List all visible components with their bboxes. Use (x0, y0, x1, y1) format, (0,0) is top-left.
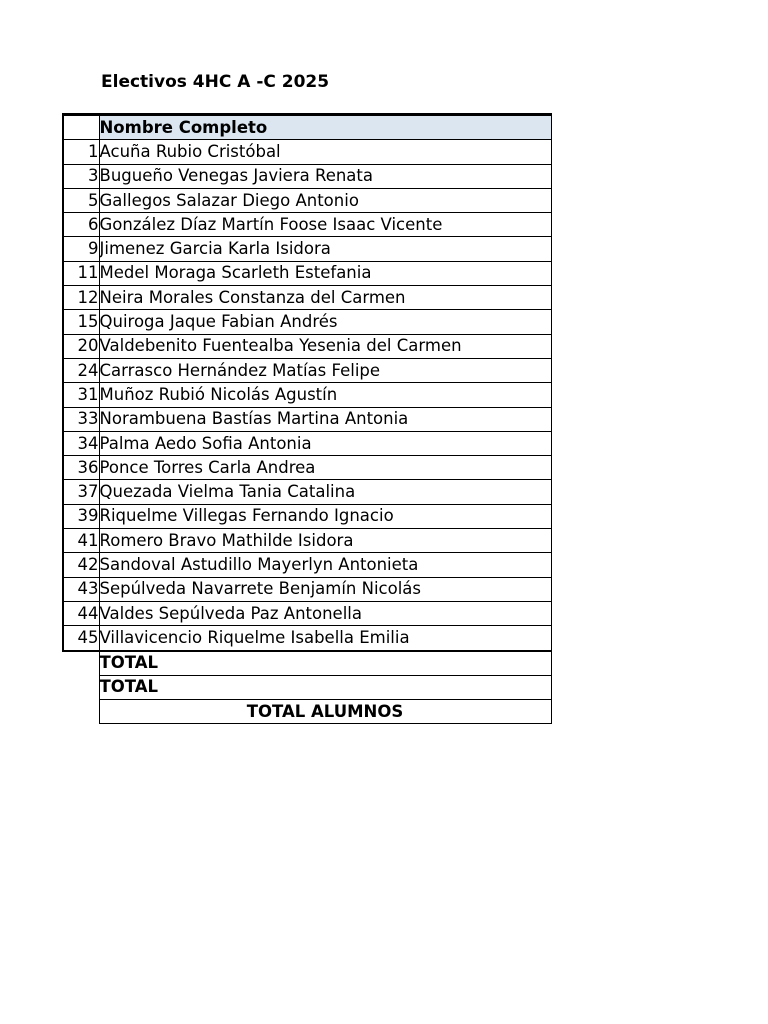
table-row (63, 261, 551, 285)
student-name-cell: Ponce Torres Carla Andrea (99, 456, 551, 480)
student-name-cell: Riquelme Villegas Fernando Ignacio (99, 504, 551, 528)
student-number-cell: 43 (63, 577, 99, 601)
document-title: Electivos 4HC A -C 2025 (101, 72, 330, 92)
table-row (63, 529, 551, 553)
table-row (63, 358, 551, 382)
student-number-cell: 42 (63, 553, 99, 577)
student-number-cell: 44 (63, 601, 99, 625)
student-name-cell: Gallegos Salazar Diego Antonio (99, 188, 551, 212)
student-name-cell: Valdes Sepúlveda Paz Antonella (99, 601, 551, 625)
table-row (63, 334, 551, 358)
student-name-cell: Muñoz Rubió Nicolás Agustín (99, 383, 551, 407)
student-name-cell: Medel Moraga Scarleth Estefania (99, 261, 551, 285)
student-name-cell: Quezada Vielma Tania Catalina (99, 480, 551, 504)
student-number-cell: 24 (63, 358, 99, 382)
total-row-1 (63, 651, 551, 676)
student-number-cell: 12 (63, 286, 99, 310)
student-roster-table (62, 113, 552, 724)
total-row-1-label: TOTAL (99, 651, 551, 676)
table-row (63, 601, 551, 625)
table-row (63, 456, 551, 480)
student-number-cell: 34 (63, 431, 99, 455)
student-number-cell: 37 (63, 480, 99, 504)
student-number-cell: 3 (63, 164, 99, 188)
roster-body (63, 115, 551, 724)
student-name-cell: Acuña Rubio Cristóbal (99, 140, 551, 164)
student-name-cell: Sepúlveda Navarrete Benjamín Nicolás (99, 577, 551, 601)
table-row (63, 188, 551, 212)
student-name-cell: Jimenez Garcia Karla Isidora (99, 237, 551, 261)
table-row (63, 286, 551, 310)
table-row (63, 310, 551, 334)
student-number-cell: 15 (63, 310, 99, 334)
table-row (63, 553, 551, 577)
table-row (63, 237, 551, 261)
header-name-cell: Nombre Completo (99, 115, 551, 140)
student-number-cell: 6 (63, 213, 99, 237)
student-number-cell: 20 (63, 334, 99, 358)
student-name-cell: Romero Bravo Mathilde Isidora (99, 529, 551, 553)
student-name-cell: Valdebenito Fuentealba Yesenia del Carmen (99, 334, 551, 358)
student-number-cell: 36 (63, 456, 99, 480)
total-row-2-label: TOTAL (99, 675, 551, 699)
student-number-cell: 39 (63, 504, 99, 528)
student-number-cell: 9 (63, 237, 99, 261)
total-students-row (63, 700, 551, 724)
total-row-1-blank-cell (63, 651, 99, 676)
student-number-cell: 33 (63, 407, 99, 431)
total-students-label: TOTAL ALUMNOS (99, 700, 551, 724)
total-row-2-blank-cell (63, 675, 99, 699)
table-row (63, 140, 551, 164)
student-number-cell: 5 (63, 188, 99, 212)
student-name-cell: Carrasco Hernández Matías Felipe (99, 358, 551, 382)
student-name-cell: Quiroga Jaque Fabian Andrés (99, 310, 551, 334)
table-row (63, 164, 551, 188)
student-name-cell: Norambuena Bastías Martina Antonia (99, 407, 551, 431)
header-number-cell (63, 115, 99, 140)
student-name-cell: Villavicencio Riquelme Isabella Emilia (99, 626, 551, 651)
table-header-row (63, 115, 551, 140)
table-row (63, 213, 551, 237)
table-row (63, 383, 551, 407)
table-row (63, 577, 551, 601)
table-row (63, 407, 551, 431)
student-number-cell: 1 (63, 140, 99, 164)
student-number-cell: 45 (63, 626, 99, 651)
student-number-cell: 41 (63, 529, 99, 553)
table-row (63, 504, 551, 528)
table-row (63, 480, 551, 504)
student-name-cell: Palma Aedo Sofia Antonia (99, 431, 551, 455)
student-number-cell: 11 (63, 261, 99, 285)
student-name-cell: Sandoval Astudillo Mayerlyn Antonieta (99, 553, 551, 577)
total-row-2 (63, 675, 551, 699)
student-name-cell: González Díaz Martín Foose Isaac Vicente (99, 213, 551, 237)
table-row (63, 431, 551, 455)
student-number-cell: 31 (63, 383, 99, 407)
table-row (63, 626, 551, 651)
student-name-cell: Neira Morales Constanza del Carmen (99, 286, 551, 310)
student-name-cell: Bugueño Venegas Javiera Renata (99, 164, 551, 188)
total-students-blank-cell (63, 700, 99, 724)
